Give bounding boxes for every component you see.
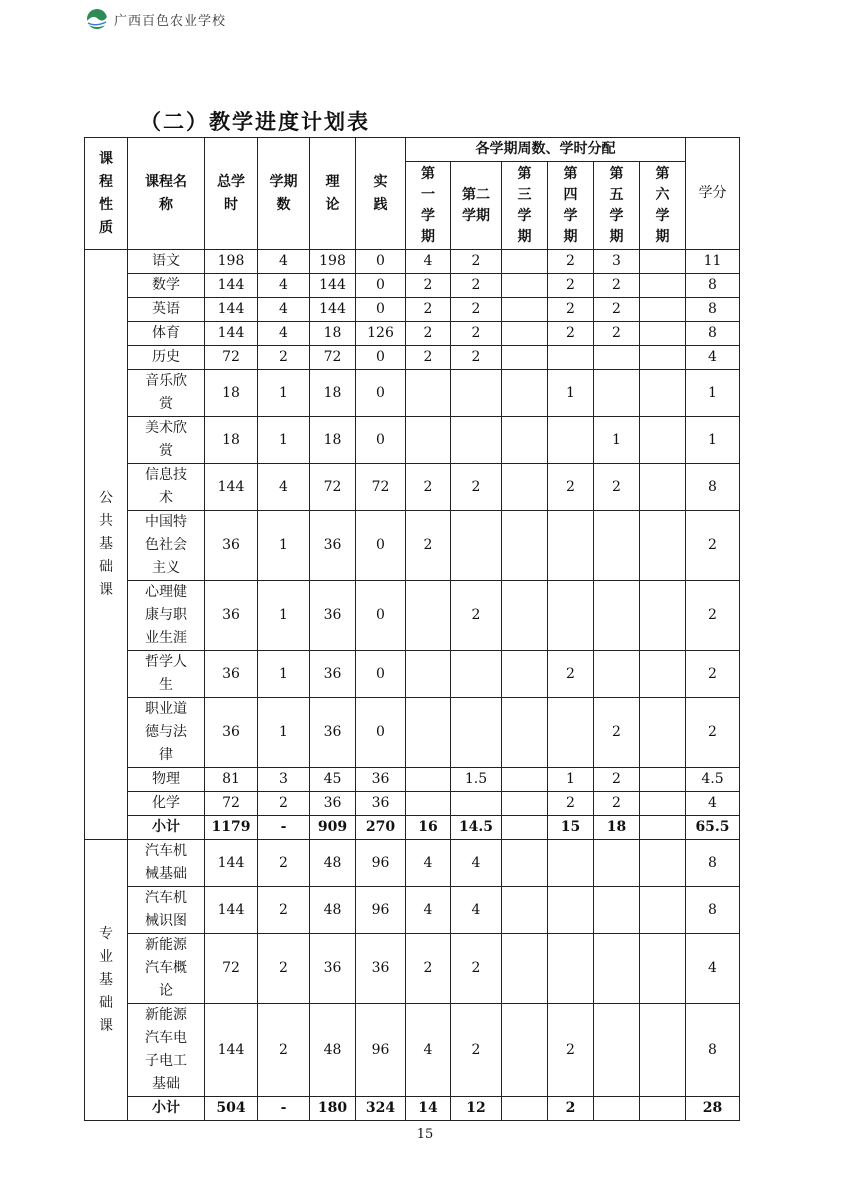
col-credit-header: 学分 [686,138,740,250]
col-name-header: 课程名称 [128,138,205,250]
cell-sem: 2 [258,346,310,370]
table-row [85,698,740,768]
cell-theory: 36 [310,581,356,651]
cell-s4: 2 [548,464,594,511]
cell-s4: 1 [548,768,594,792]
cell-credit: 65.5 [686,816,740,840]
cell-s5 [594,581,640,651]
cell-total: 144 [205,887,258,934]
cell-s1: 4 [406,1004,451,1097]
cell-sem: - [258,816,310,840]
cell-s3 [502,298,548,322]
cell-s6 [640,698,686,768]
table-row [85,887,740,934]
cell-s6 [640,346,686,370]
table-row [85,298,740,322]
table-row [85,511,740,581]
cell-s6 [640,816,686,840]
cell-credit: 4.5 [686,768,740,792]
table-row [85,346,740,370]
cell-s3 [502,274,548,298]
cell-practice: 0 [356,698,406,768]
cell-s3 [502,934,548,1004]
cell-credit: 8 [686,887,740,934]
cell-s3 [502,651,548,698]
cell-theory: 18 [310,322,356,346]
col-s1-header: 第一学期 [406,162,451,250]
table-row [85,322,740,346]
cell-s6 [640,581,686,651]
cell-practice: 0 [356,417,406,464]
cell-s3 [502,464,548,511]
cell-practice: 0 [356,346,406,370]
cell-s1 [406,651,451,698]
cell-s2 [451,792,502,816]
course-category: 公共基础课 [85,250,128,840]
cell-s5 [594,934,640,1004]
cell-s3 [502,1097,548,1121]
cell-s2: 4 [451,840,502,887]
cell-practice: 0 [356,581,406,651]
table-body [85,250,740,1121]
cell-s6 [640,417,686,464]
cell-sem: 2 [258,840,310,887]
cell-total: 504 [205,1097,258,1121]
cell-s6 [640,768,686,792]
course-name-cell: 汽车机械识图 [128,887,205,934]
col-s5-header: 第五学期 [594,162,640,250]
cell-s2 [451,511,502,581]
course-name-cell: 新能源汽车电子电工基础 [128,1004,205,1097]
cell-practice: 324 [356,1097,406,1121]
cell-s5: 3 [594,250,640,274]
table-row [85,370,740,417]
course-name-cell: 新能源汽车概论 [128,934,205,1004]
cell-theory: 198 [310,250,356,274]
cell-credit: 2 [686,651,740,698]
cell-s1: 2 [406,934,451,1004]
cell-s2: 2 [451,346,502,370]
cell-s3 [502,370,548,417]
cell-s4 [548,511,594,581]
course-name-cell: 化学 [128,792,205,816]
cell-s1: 14 [406,1097,451,1121]
cell-s3 [502,1004,548,1097]
cell-s1: 4 [406,840,451,887]
cell-s4 [548,581,594,651]
cell-theory: 909 [310,816,356,840]
cell-practice: 0 [356,511,406,581]
cell-s5 [594,887,640,934]
course-name-cell: 物理 [128,768,205,792]
cell-sem: 1 [258,581,310,651]
cell-s4: 2 [548,298,594,322]
cell-credit: 8 [686,298,740,322]
table-row [85,464,740,511]
cell-s3 [502,250,548,274]
cell-s2: 2 [451,274,502,298]
cell-s4: 15 [548,816,594,840]
cell-total: 36 [205,511,258,581]
cell-s4: 2 [548,651,594,698]
cell-s2 [451,698,502,768]
cell-s3 [502,768,548,792]
cell-sem: 1 [258,651,310,698]
cell-total: 72 [205,792,258,816]
cell-s5 [594,1097,640,1121]
course-name-cell: 历史 [128,346,205,370]
teaching-plan-table [84,137,740,1121]
cell-s6 [640,250,686,274]
cell-s4: 2 [548,322,594,346]
cell-practice: 0 [356,370,406,417]
cell-s4 [548,346,594,370]
cell-s4: 2 [548,792,594,816]
cell-practice: 270 [356,816,406,840]
cell-s6 [640,792,686,816]
cell-total: 72 [205,934,258,1004]
cell-s4: 2 [548,1097,594,1121]
cell-s2 [451,417,502,464]
cell-s5 [594,840,640,887]
cell-theory: 36 [310,511,356,581]
course-name-cell: 汽车机械基础 [128,840,205,887]
cell-s4 [548,840,594,887]
cell-s2: 2 [451,464,502,511]
cell-total: 144 [205,274,258,298]
cell-sem: 4 [258,274,310,298]
cell-s3 [502,417,548,464]
cell-s6 [640,370,686,417]
cell-credit: 4 [686,934,740,1004]
cell-practice: 0 [356,298,406,322]
cell-theory: 48 [310,840,356,887]
subtotal-row [85,816,740,840]
cell-s3 [502,581,548,651]
cell-s1: 16 [406,816,451,840]
cell-s6 [640,322,686,346]
cell-practice: 36 [356,792,406,816]
course-name-cell: 小计 [128,1097,205,1121]
cell-s3 [502,322,548,346]
cell-s2: 12 [451,1097,502,1121]
cell-s1: 2 [406,464,451,511]
cell-s6 [640,298,686,322]
cell-s4: 2 [548,274,594,298]
cell-s1 [406,370,451,417]
cell-sem: 1 [258,511,310,581]
col-s2-header: 第二学期 [451,162,502,250]
cell-sem: 2 [258,792,310,816]
cell-theory: 36 [310,934,356,1004]
cell-sem: 4 [258,322,310,346]
table-row [85,651,740,698]
table-row [85,840,740,887]
cell-s3 [502,698,548,768]
cell-theory: 180 [310,1097,356,1121]
cell-credit: 8 [686,840,740,887]
cell-theory: 36 [310,698,356,768]
cell-sem: 4 [258,250,310,274]
cell-theory: 36 [310,651,356,698]
cell-s1 [406,417,451,464]
cell-sem: 3 [258,768,310,792]
cell-total: 1179 [205,816,258,840]
cell-credit: 8 [686,1004,740,1097]
cell-s4: 1 [548,370,594,417]
cell-s6 [640,651,686,698]
cell-s4 [548,698,594,768]
cell-total: 144 [205,298,258,322]
course-name-cell: 体育 [128,322,205,346]
cell-s2: 2 [451,581,502,651]
course-name-cell: 信息技术 [128,464,205,511]
course-category: 专业基础课 [85,840,128,1121]
cell-s4: 2 [548,1004,594,1097]
cell-s5 [594,651,640,698]
course-name-cell: 小计 [128,816,205,840]
subtotal-row [85,1097,740,1121]
cell-practice: 96 [356,887,406,934]
cell-s6 [640,887,686,934]
cell-s1: 2 [406,511,451,581]
cell-sem: - [258,1097,310,1121]
course-name-cell: 数学 [128,274,205,298]
cell-total: 36 [205,581,258,651]
school-name: 广西百色农业学校 [114,13,227,29]
cell-s1: 2 [406,346,451,370]
cell-sem: 4 [258,298,310,322]
col-s4-header: 第四学期 [548,162,594,250]
course-name-cell: 职业道德与法律 [128,698,205,768]
cell-s2: 2 [451,934,502,1004]
cell-theory: 72 [310,464,356,511]
cell-s1 [406,792,451,816]
cell-sem: 1 [258,370,310,417]
cell-s2: 1.5 [451,768,502,792]
cell-practice: 126 [356,322,406,346]
school-logo-icon [84,8,110,30]
cell-theory: 144 [310,298,356,322]
cell-credit: 1 [686,370,740,417]
cell-s4 [548,417,594,464]
table-row [85,274,740,298]
cell-s4 [548,887,594,934]
cell-s5: 2 [594,768,640,792]
cell-theory: 36 [310,792,356,816]
cell-s2: 2 [451,1004,502,1097]
cell-s5: 2 [594,698,640,768]
cell-s1: 4 [406,887,451,934]
table-row [85,934,740,1004]
col-nature-header: 课程性质 [85,138,128,250]
cell-s1: 2 [406,274,451,298]
cell-s2 [451,651,502,698]
col-s3-header: 第三学期 [502,162,548,250]
cell-total: 72 [205,346,258,370]
cell-theory: 48 [310,1004,356,1097]
cell-total: 144 [205,840,258,887]
cell-s3 [502,816,548,840]
cell-credit: 2 [686,581,740,651]
cell-total: 36 [205,698,258,768]
cell-s3 [502,511,548,581]
table-row [85,792,740,816]
cell-credit: 8 [686,322,740,346]
course-name-cell: 美术欣赏 [128,417,205,464]
cell-s1: 2 [406,322,451,346]
cell-total: 36 [205,651,258,698]
cell-s6 [640,274,686,298]
cell-practice: 36 [356,768,406,792]
col-semesters-header: 学期数 [258,138,310,250]
cell-credit: 8 [686,274,740,298]
cell-credit: 2 [686,698,740,768]
cell-practice: 96 [356,1004,406,1097]
course-name-cell: 心理健康与职业生涯 [128,581,205,651]
cell-theory: 18 [310,370,356,417]
cell-practice: 0 [356,250,406,274]
cell-practice: 0 [356,651,406,698]
cell-total: 144 [205,464,258,511]
cell-practice: 72 [356,464,406,511]
cell-sem: 4 [258,464,310,511]
cell-s6 [640,934,686,1004]
cell-sem: 1 [258,698,310,768]
cell-s5 [594,370,640,417]
cell-theory: 18 [310,417,356,464]
cell-s5: 2 [594,464,640,511]
section-title: （二）教学进度计划表 [140,109,370,134]
cell-s5 [594,511,640,581]
col-total-header: 总学时 [205,138,258,250]
course-name-cell: 哲学人生 [128,651,205,698]
cell-total: 198 [205,250,258,274]
cell-s5 [594,1004,640,1097]
cell-s1 [406,581,451,651]
col-theory-header: 理论 [310,138,356,250]
course-name-cell: 音乐欣赏 [128,370,205,417]
cell-s1: 4 [406,250,451,274]
cell-s2: 2 [451,298,502,322]
cell-credit: 28 [686,1097,740,1121]
page-number: 15 [416,1127,434,1142]
cell-total: 144 [205,322,258,346]
cell-s5: 1 [594,417,640,464]
cell-s3 [502,887,548,934]
cell-sem: 1 [258,417,310,464]
col-semester-group-header: 各学期周数、学时分配 [406,138,686,162]
table-row [85,250,740,274]
cell-s4: 2 [548,250,594,274]
cell-s6 [640,464,686,511]
cell-theory: 48 [310,887,356,934]
cell-practice: 36 [356,934,406,1004]
cell-s3 [502,840,548,887]
table-row [85,581,740,651]
cell-s3 [502,346,548,370]
cell-theory: 72 [310,346,356,370]
course-name-cell: 语文 [128,250,205,274]
cell-credit: 4 [686,346,740,370]
cell-s5 [594,346,640,370]
cell-s1 [406,768,451,792]
cell-credit: 1 [686,417,740,464]
col-practice-header: 实践 [356,138,406,250]
cell-s2: 14.5 [451,816,502,840]
cell-s1: 2 [406,298,451,322]
cell-practice: 0 [356,274,406,298]
course-name-cell: 中国特色社会主义 [128,511,205,581]
cell-total: 18 [205,370,258,417]
cell-sem: 2 [258,887,310,934]
cell-s2: 4 [451,887,502,934]
cell-s5: 18 [594,816,640,840]
cell-s2: 2 [451,322,502,346]
cell-s3 [502,792,548,816]
cell-s5: 2 [594,792,640,816]
cell-theory: 144 [310,274,356,298]
page-header [84,6,226,32]
cell-s5: 2 [594,298,640,322]
cell-s6 [640,1097,686,1121]
cell-s6 [640,840,686,887]
cell-theory: 45 [310,768,356,792]
cell-sem: 2 [258,1004,310,1097]
cell-credit: 2 [686,511,740,581]
cell-total: 18 [205,417,258,464]
table-row [85,1004,740,1097]
cell-s2 [451,370,502,417]
cell-credit: 11 [686,250,740,274]
cell-credit: 8 [686,464,740,511]
cell-s2: 2 [451,250,502,274]
cell-s1 [406,698,451,768]
cell-s6 [640,1004,686,1097]
cell-s4 [548,934,594,1004]
cell-total: 81 [205,768,258,792]
table-row [85,768,740,792]
table-row [85,417,740,464]
cell-sem: 2 [258,934,310,1004]
cell-s5: 2 [594,322,640,346]
col-s6-header: 第六学期 [640,162,686,250]
cell-s6 [640,511,686,581]
cell-credit: 4 [686,792,740,816]
cell-s5: 2 [594,274,640,298]
cell-practice: 96 [356,840,406,887]
cell-total: 144 [205,1004,258,1097]
course-name-cell: 英语 [128,298,205,322]
